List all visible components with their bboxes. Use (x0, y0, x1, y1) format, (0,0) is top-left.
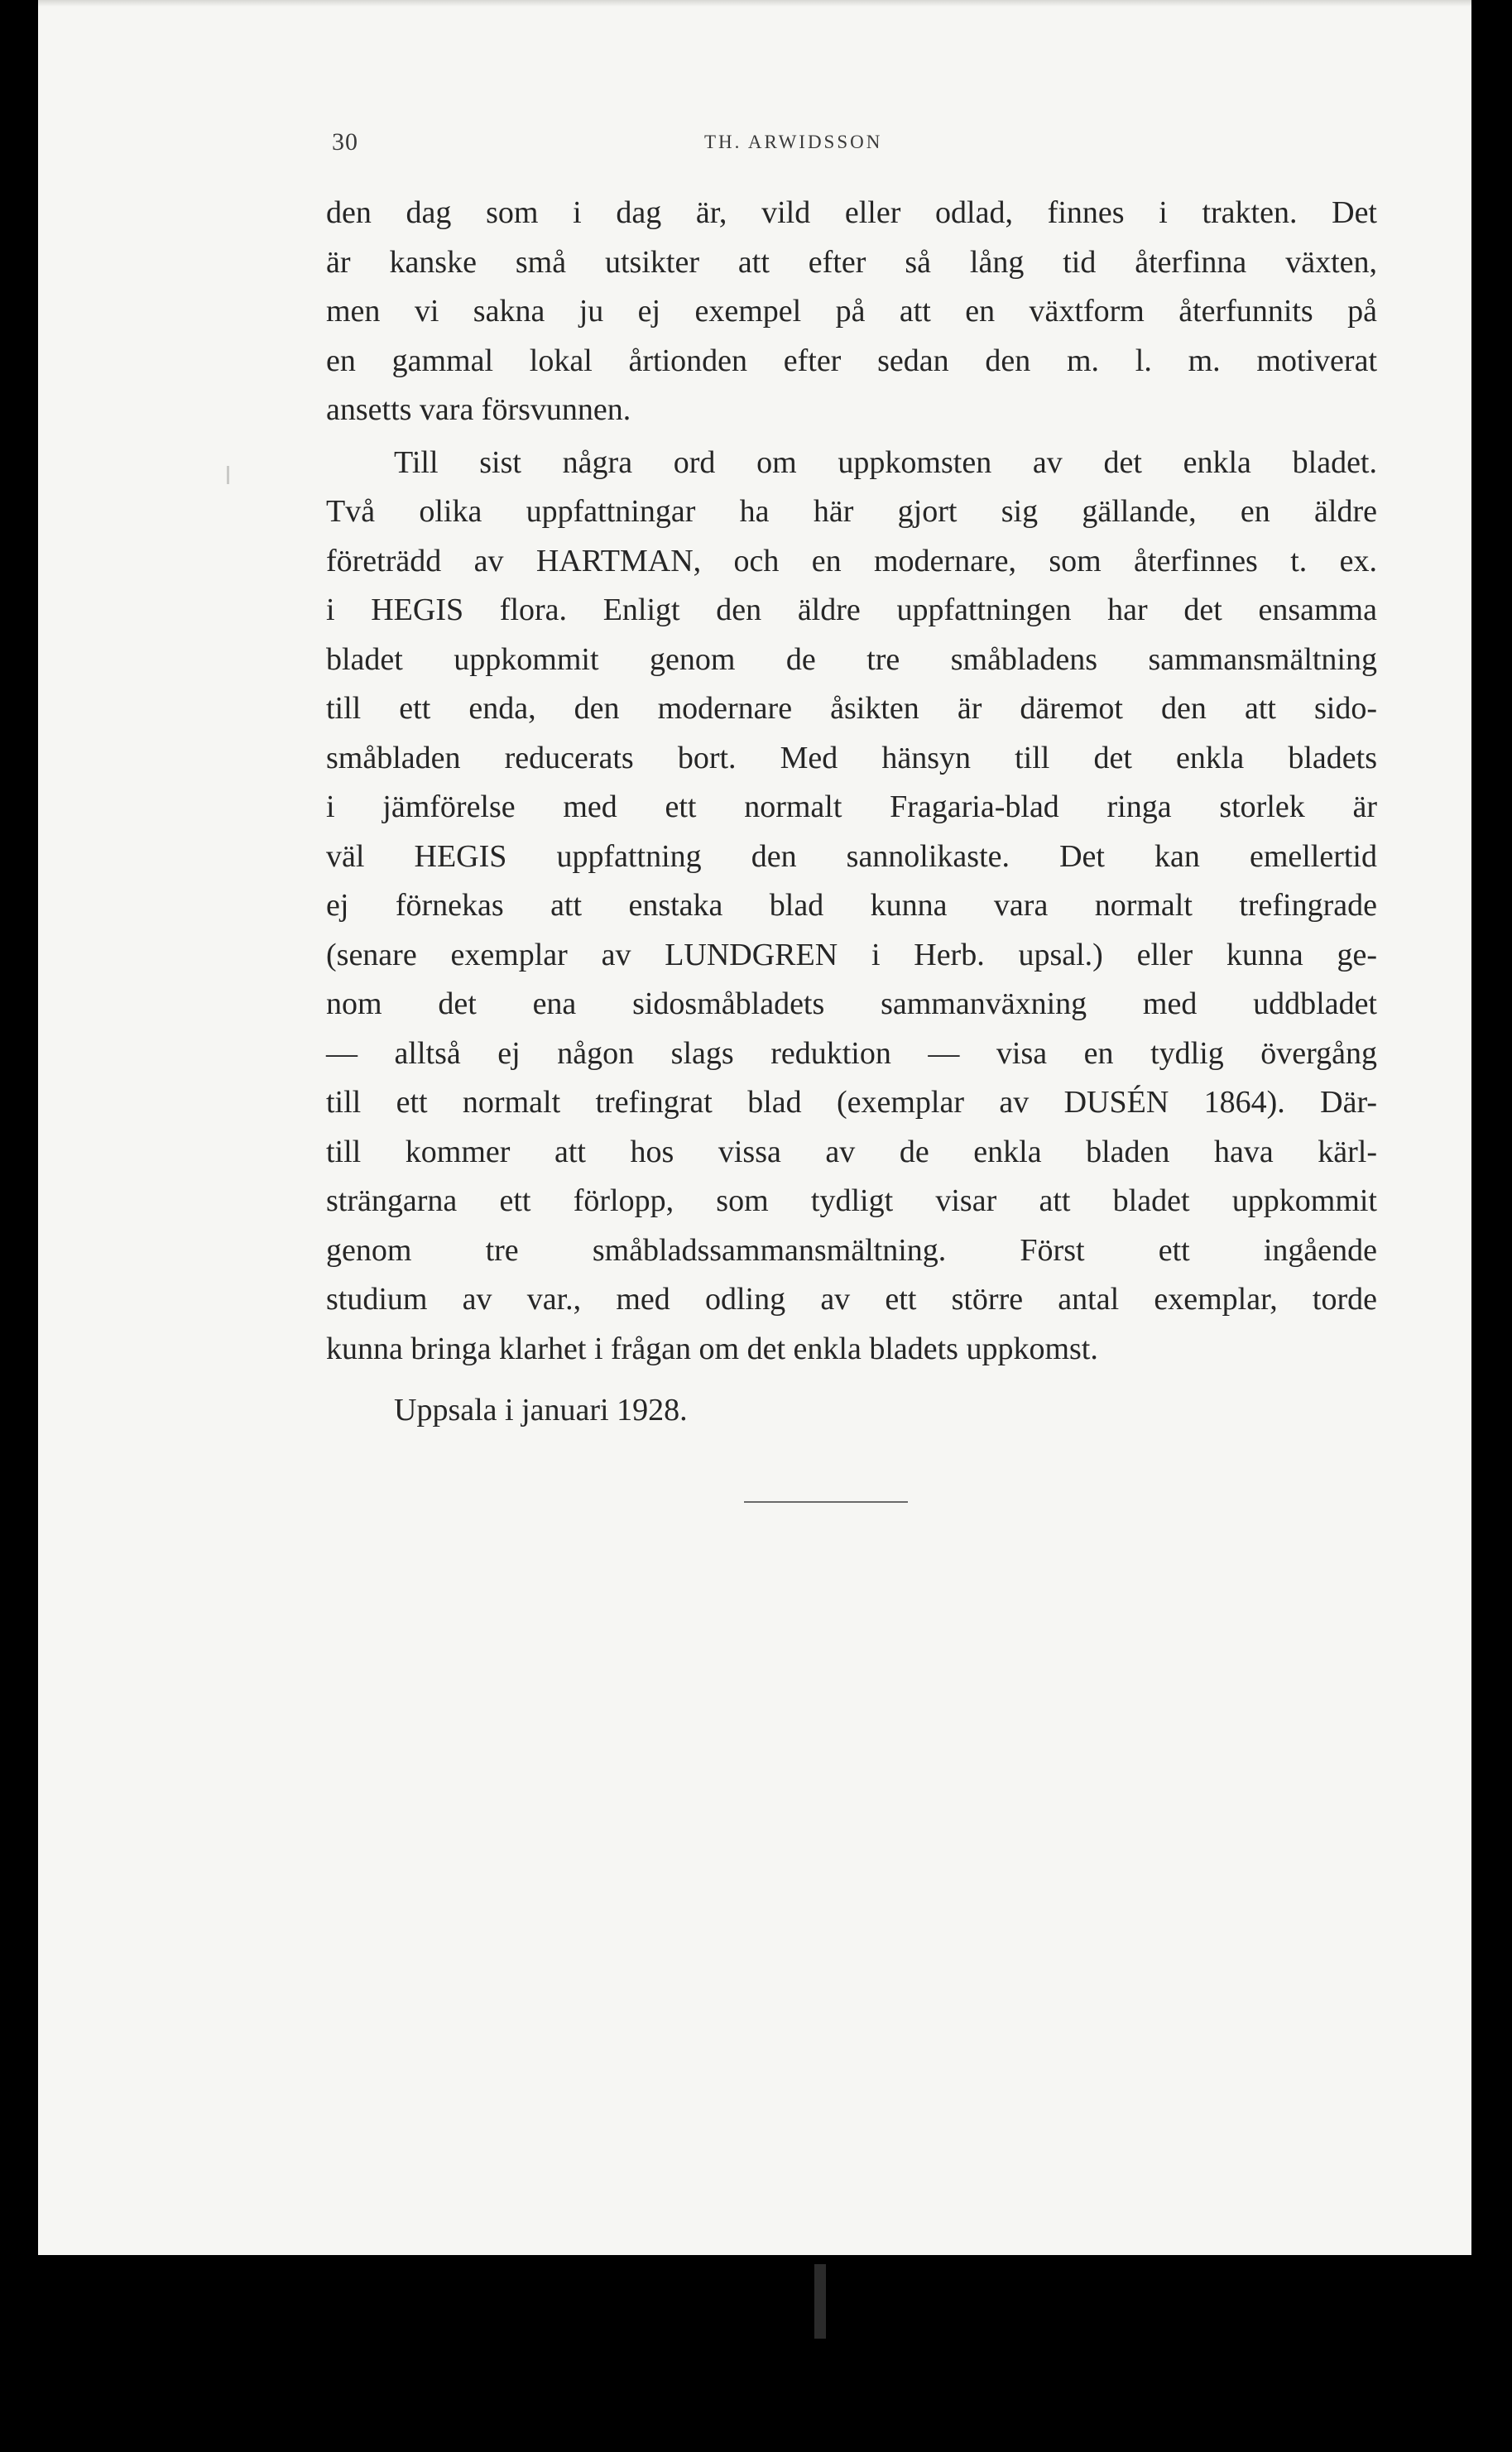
text-line: ej förnekas att enstaka blad kunna vara normalt trefingrade (326, 888, 1377, 923)
text-line: är kanske små utsikter att efter så lång tid återfinna växten, (326, 244, 1377, 280)
text-line: Till sist några ord om uppkomsten av det enkla bladet. (394, 444, 1377, 480)
text-line: nom det ena sidosmåbladets sammanväxning med uddbladet (326, 986, 1377, 1021)
text-line: ansetts vara försvunnen. (326, 392, 631, 427)
text-line: — alltså ej någon slags reduktion — visa en tydlig övergång (326, 1035, 1377, 1071)
text-line: Två olika uppfattningar ha här gjort sig gällande, en äldre (326, 494, 1377, 529)
text-line: väl HEGIS uppfattning den sannolikaste. Det kan emellertid (326, 838, 1377, 874)
end-rule (744, 1501, 908, 1503)
text-line: till ett enda, den modernare åsikten är däremot den att sido- (326, 691, 1377, 726)
text-line: kunna bringa klarhet i frågan om det enkla bladets uppkomst. (326, 1331, 1098, 1366)
text-line: genom tre småbladssammansmältning. Först ett ingående (326, 1232, 1377, 1268)
text-line: i HEGIS flora. Enligt den äldre uppfattningen har det ensamma (326, 593, 1377, 627)
page-number: 30 (332, 128, 358, 156)
text-line: studium av var., med odling av ett större antal exemplar, torde (326, 1282, 1377, 1317)
text-line: men vi sakna ju ej exempel på att en växtform återfunnits på (326, 294, 1377, 329)
text-line: småbladen reducerats bort. Med hänsyn till det enkla bladets (326, 740, 1377, 775)
text-line: företrädd av HARTMAN, och en modernare, som återfinnes t. ex. (326, 543, 1377, 578)
body-text (326, 189, 1377, 1435)
text-line: strängarna ett förlopp, som tydligt visar att bladet uppkommit (326, 1183, 1377, 1218)
page-header (332, 128, 1375, 161)
text-line: till kommer att hos vissa av de enkla bladen hava kärl- (326, 1134, 1377, 1169)
text-line: den dag som i dag är, vild eller odlad, finnes i trakten. Det (326, 195, 1377, 230)
text-line: i jämförelse med ett normalt Fragaria-blad ringa storlek är (326, 789, 1377, 824)
place-date-line: Uppsala i januari 1928. (394, 1393, 688, 1428)
text-line: (senare exemplar av LUNDGREN i Herb. upsal.) eller kunna ge- (326, 937, 1377, 972)
text-line: till ett normalt trefingrat blad (exemplar av DUSÉN 1864). Där- (326, 1085, 1377, 1120)
paper-speck (227, 466, 229, 484)
text-line: bladet uppkommit genom de tre småbladens sammansmältning (326, 641, 1377, 677)
book-page (38, 0, 1471, 2255)
page-edge-shadow (38, 0, 1471, 7)
scan-smudge (814, 2264, 826, 2339)
text-line: en gammal lokal årtionden efter sedan den m. l. m. motiverat (326, 343, 1377, 378)
running-head-author: TH. ARWIDSSON (704, 132, 883, 152)
